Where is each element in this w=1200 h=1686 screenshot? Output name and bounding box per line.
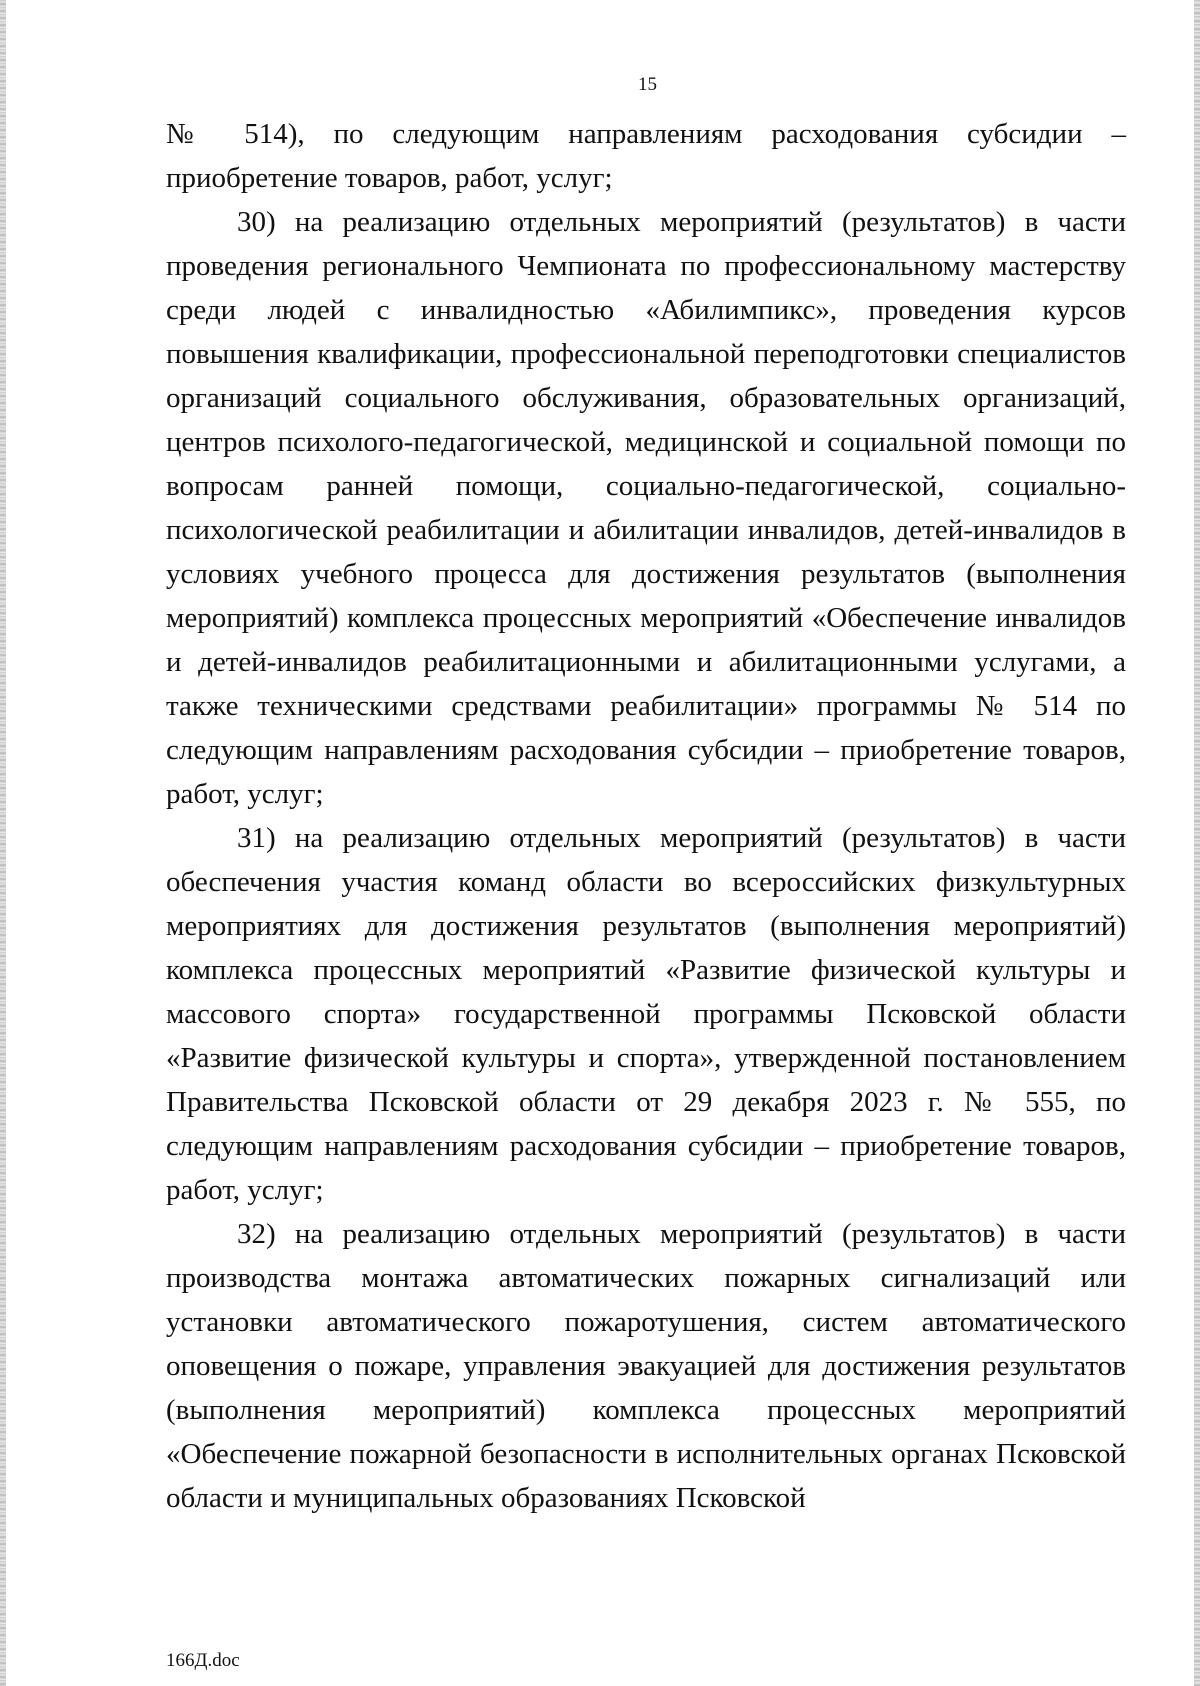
- page-number: 15: [638, 74, 657, 95]
- scan-edge-left: [0, 0, 6, 1686]
- paragraph-continuation: № 514), по следующим направлениям расходования субсидии – приобретение товаров, работ, услуг;: [166, 118, 1126, 194]
- paragraph-item-32: 32) на реализацию отдельных мероприятий (результатов) в части производства монтажа автоматических пожарных сигнализаций или установки автоматического пожаротушения, систем автоматического оповещения о пожаре, управления эвакуацией для достижения результатов (выполнения мероприятий) комплекса процессных мероприятий «Обеспечение пожарной безопасности в исполнительных органах Псковской области и муниципальных образованиях Псковской: [166, 1218, 1126, 1514]
- scan-edge-right: [1194, 0, 1200, 1686]
- paragraph-item-31: 31) на реализацию отдельных мероприятий (результатов) в части обеспечения участия команд области во всероссийских физкультурных мероприятиях для достижения результатов (выполнения мероприятий) комплекса процессных мероприятий «Развитие физической культуры и массового спорта» государственной программы Псковской области «Развитие физической культуры и спорта», утвержденной постановлением Правительства Псковской области от 29 декабря 2023 г. № 555, по следующим направлениям расходования субсидии – приобретение товаров, работ, услуг;: [166, 822, 1126, 1206]
- document-body: [166, 112, 1126, 1520]
- footer-file-name: 166Д.doc: [166, 1650, 240, 1671]
- paragraph-item-30: 30) на реализацию отдельных мероприятий (результатов) в части проведения регионального Чемпионата по профессиональному мастерству среди людей с инвалидностью «Абилимпикс», проведения курсов повышения квалификации, профессиональной переподготовки специалистов организаций социального обслуживания, образовательных организаций, центров психолого-педагогической, медицинской и социальной помощи по вопросам ранней помощи, социально-педагогической, социально-психологической реабилитации и абилитации инвалидов, детей-инвалидов в условиях учебного процесса для достижения результатов (выполнения мероприятий) комплекса процессных мероприятий «Обеспечение инвалидов и детей-инвалидов реабилитационными и абилитационными услугами, а также техническими средствами реабилитации» программы № 514 по следующим направлениям расходования субсидии – приобретение товаров, работ, услуг;: [166, 206, 1126, 810]
